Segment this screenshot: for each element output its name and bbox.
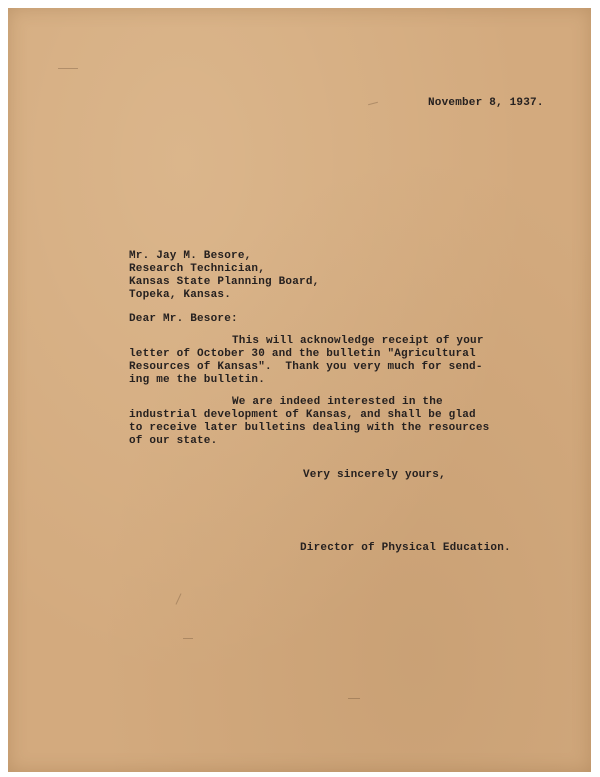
- letter-date: November 8, 1937.: [428, 97, 544, 109]
- body-line: ing me the bulletin.: [129, 374, 266, 386]
- paper-blemish: [183, 638, 193, 639]
- letter-page: [8, 8, 591, 772]
- paper-blemish: [176, 593, 182, 604]
- signature-title: Director of Physical Education.: [300, 542, 511, 554]
- body-line: Resources of Kansas". Thank you very much for send-: [129, 361, 483, 373]
- recipient-line: Research Technician,: [129, 263, 266, 275]
- complimentary-close: Very sincerely yours,: [303, 469, 446, 481]
- body-line: industrial development of Kansas, and shall be glad: [129, 409, 476, 421]
- recipient-line: Mr. Jay M. Besore,: [129, 250, 252, 262]
- body-line: letter of October 30 and the bulletin "Agricultural: [129, 348, 476, 360]
- paper-blemish: [58, 68, 78, 69]
- body-line: We are indeed interested in the: [232, 396, 443, 408]
- paper-blemish: [348, 698, 360, 699]
- recipient-line: Topeka, Kansas.: [129, 289, 232, 301]
- paper-blemish: [368, 102, 378, 106]
- body-line: to receive later bulletins dealing with the resources: [129, 422, 490, 434]
- recipient-line: Kansas State Planning Board,: [129, 276, 320, 288]
- body-line: of our state.: [129, 435, 218, 447]
- body-line: This will acknowledge receipt of your: [232, 335, 484, 347]
- salutation: Dear Mr. Besore:: [129, 313, 238, 325]
